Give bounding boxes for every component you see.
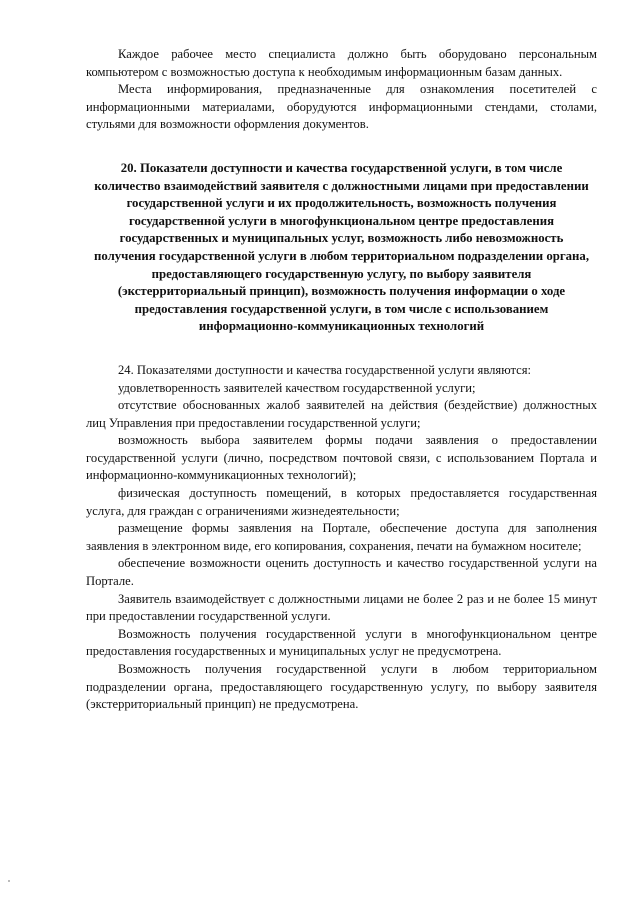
paragraph-indicators-intro: 24. Показателями доступности и качества государственной услуги являются: bbox=[118, 362, 531, 377]
paragraph-information-places: Места информирования, предназначенные для ознакомления посетителей с информационными материалами, оборудуются информационными стендами, столами, стульями для возможности оформления документов. bbox=[86, 82, 597, 132]
paragraph-no-complaints: отсутствие обоснованных жалоб заявителей на действия (бездействие) должностных лиц Управления при предоставлении государственной услуги; bbox=[86, 398, 597, 430]
paragraph-portal-form: размещение формы заявления на Портале, обеспечение доступа для заполнения заявления в электронном виде, его копирования, сохранения, печати на бумажном носителе; bbox=[86, 521, 597, 553]
paragraph-application-form-choice: возможность выбора заявителем формы подачи заявления о предоставлении государственной услуги (лично, посредством почтовой связи, с использованием Портала и информационно-коммуникационных технологий); bbox=[86, 433, 597, 483]
paragraph-mfc-not-provided: Возможность получения государственной услуги в многофункциональном центре предоставления государственных и муниципальных услуг не предусмотрена. bbox=[86, 626, 597, 659]
paragraph-extraterritorial-not-provided: Возможность получения государственной услуги в любом территориальном подразделении органа, предоставляющего государственную услугу, по выбору заявителя (экстерриториальный принцип) не предусмотрена. bbox=[86, 662, 597, 712]
paragraph-physical-accessibility: физическая доступность помещений, в которых предоставляется государственная услуга, для граждан с ограничениями жизнедеятельности; bbox=[86, 486, 597, 518]
scan-speck bbox=[8, 880, 10, 882]
paragraph-workplace-equipment: Каждое рабочее место специалиста должно быть оборудовано персональным компьютером с возможностью доступа к необходимым информационным базам данных. bbox=[86, 47, 597, 79]
paragraph-satisfaction: удовлетворенность заявителей качеством государственной услуги; bbox=[118, 380, 476, 395]
document-page bbox=[86, 46, 597, 714]
paragraph-interactions-limit: Заявитель взаимодействует с должностными лицами не более 2 раз и не более 15 минут при предоставлении государственной услуги. bbox=[86, 591, 597, 624]
paragraph-portal-rating: обеспечение возможности оценить доступность и качество государственной услуги на Портале. bbox=[86, 556, 597, 589]
section-heading: 20. Показатели доступности и качества государственной услуги, в том числе количество взаимодействий заявителя с должностными лицами при предоставлении государственной услуги и их продолжительность, возможность получения государственной услуги в многофункциональном центре предоставления государственных и муниципальных услуг, возможность либо невозможность получения государственной услуги в любом территориальном подразделении органа, предоставляющего государственную услугу, по выбору заявителя (экстерриториальный принцип), возможность получения информации о ходе предоставления государственной услуги, в том числе с использованием информационно-коммуникационных технологий bbox=[93, 160, 590, 334]
